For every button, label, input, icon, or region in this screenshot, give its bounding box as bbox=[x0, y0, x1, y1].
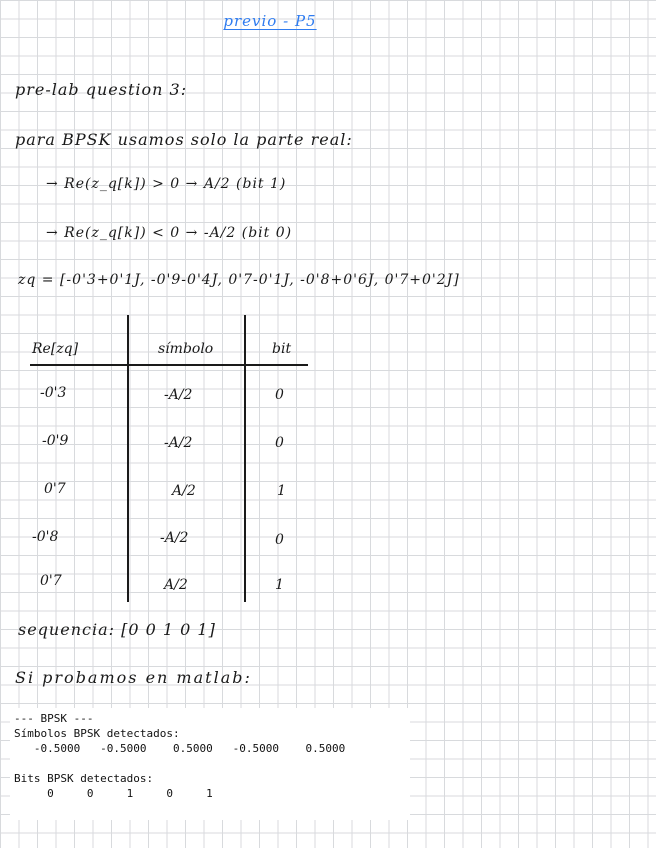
page-title: previo - P5 bbox=[223, 12, 317, 30]
table-cell-re: 0'7 bbox=[40, 573, 62, 589]
table-cell-bit: 0 bbox=[275, 532, 284, 548]
console-symbol-value: -0.5000 bbox=[33, 742, 81, 755]
table-header-bit: bit bbox=[272, 341, 292, 357]
table-cell-bit: 0 bbox=[275, 387, 284, 403]
console-bits-label: Bits BPSK detectados: bbox=[14, 772, 154, 785]
console-bit-value: 1 bbox=[126, 787, 134, 800]
question-heading: pre-lab question 3: bbox=[15, 80, 188, 99]
table-cell-symbol: -A/2 bbox=[160, 530, 189, 546]
rule-negative: → Re(z_q[k]) < 0 → -A/2 (bit 0) bbox=[46, 225, 293, 241]
zq-vector: zq = [-0'3+0'1J, -0'9-0'4J, 0'7-0'1J, -0'8+0'6J, 0'7+0'2J] bbox=[18, 272, 460, 288]
table-cell-bit: 1 bbox=[275, 577, 284, 593]
table-cell-re: -0'9 bbox=[42, 433, 69, 449]
table-divider bbox=[127, 315, 129, 602]
console-symbol-value: -0.5000 bbox=[100, 742, 147, 755]
console-bit-value: 0 bbox=[86, 787, 94, 800]
table-cell-bit: 0 bbox=[275, 435, 284, 451]
table-cell-re: 0'7 bbox=[44, 481, 66, 497]
table-cell-symbol: -A/2 bbox=[164, 435, 193, 451]
decision-table bbox=[30, 315, 320, 602]
matlab-output bbox=[10, 708, 410, 820]
table-cell-symbol: A/2 bbox=[172, 483, 196, 499]
table-cell-re: -0'8 bbox=[32, 529, 59, 545]
table-header-symbol: símbolo bbox=[158, 341, 214, 357]
table-cell-re: -0'3 bbox=[40, 385, 67, 401]
table-header-re: Re[zq] bbox=[32, 341, 79, 357]
table-cell-bit: 1 bbox=[277, 483, 286, 499]
console-symbol-value: 0.5000 bbox=[172, 742, 213, 755]
table-divider bbox=[244, 315, 246, 602]
console-bit-value: 1 bbox=[206, 787, 213, 800]
console-bit-value: 0 bbox=[166, 787, 173, 800]
console-title: --- BPSK --- bbox=[14, 712, 94, 725]
matlab-intro: Si probamos en matlab: bbox=[15, 668, 252, 687]
intro-text: para BPSK usamos solo la parte real: bbox=[15, 130, 353, 149]
console-symbols-label: Símbolos BPSK detectados: bbox=[14, 727, 180, 740]
console-symbol-value: -0.5000 bbox=[232, 742, 279, 755]
console-bit-value: 0 bbox=[47, 787, 54, 800]
table-header-rule bbox=[30, 364, 308, 366]
table-cell-symbol: -A/2 bbox=[164, 387, 193, 403]
console-symbol-value: 0.5000 bbox=[305, 742, 346, 755]
rule-positive: → Re(z_q[k]) > 0 → A/2 (bit 1) bbox=[46, 176, 287, 192]
bit-sequence: sequencia: [0 0 1 0 1] bbox=[18, 620, 216, 639]
table-cell-symbol: A/2 bbox=[164, 577, 188, 593]
